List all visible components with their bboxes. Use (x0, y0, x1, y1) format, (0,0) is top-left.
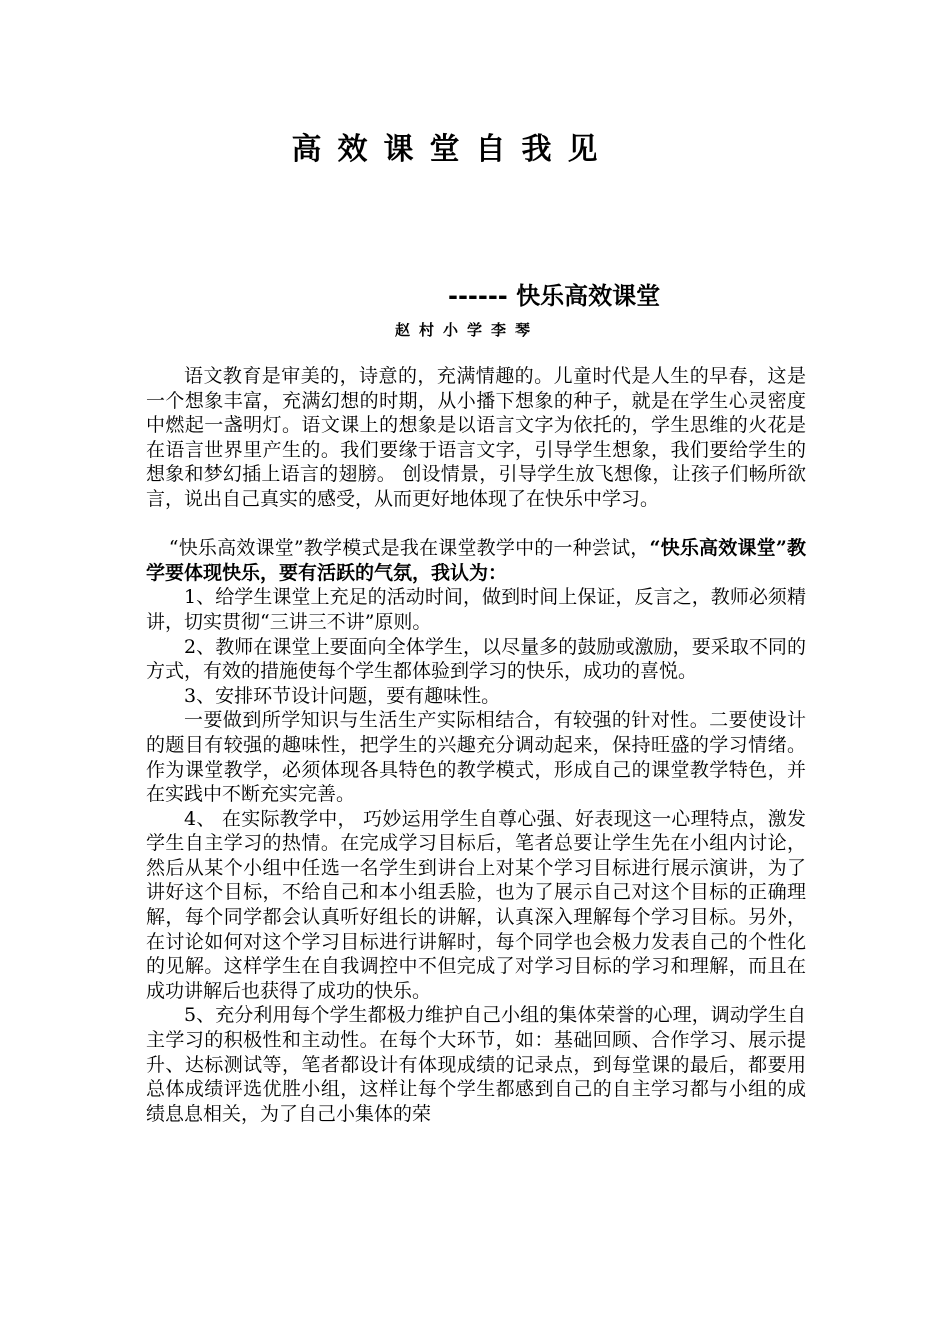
model-intro-bold-text: “快乐高效课堂”教学要体现快乐，要有活跃的气氛，我认为： (146, 537, 806, 584)
document-subtitle: ------ 快乐高效课堂 (448, 282, 661, 310)
point-3-paragraph: 3、安排环节设计问题，要有趣味性。 (184, 684, 501, 707)
paragraph-gap (146, 512, 806, 537)
author-line: 赵村小学李琴 (395, 321, 540, 339)
point-2-paragraph: 2、教师在课堂上要面向全体学生，以尽量多的鼓励或激励，要采取不同的方式，有效的措施使每个学生都体验到学习的快乐，成功的喜悦。 (146, 635, 806, 683)
intro-paragraph: 语文教育是审美的，诗意的，充满情趣的。儿童时代是人生的早春，这是一个想象丰富，充满幻想的时期，从小播下想象的种子，就是在学生心灵密度中燃起一盏明灯。语文课上的想象是以语言文字为依托的，学生思维的火花是在语言世界里产生的。我们要缘于语言文字，引导学生想象，我们要给学生的想象和梦幻插上语言的翅膀。 创设情景，引导学生放飞想像，让孩子们畅所欲言，说出自己真实的感受，从而更好地体现了在快乐中学习。 (146, 365, 806, 510)
document-body (146, 364, 806, 1126)
document-title: 高效课堂自我见 (291, 132, 614, 167)
point-3-detail-paragraph: 一要做到所学知识与生活生产实际相结合，有较强的针对性。二要使设计的题目有较强的趣味性，把学生的兴趣充分调动起来，保持旺盛的学习情绪。作为课堂教学，必须体现各具特色的教学模式，形成自己的课堂教学特色，并在实践中不断充实完善。 (146, 709, 806, 806)
point-5-paragraph: 5、充分利用每个学生都极力维护自己小组的集体荣誉的心理，调动学生自主学习的积极性和主动性。在每个大环节，如：基础回顾、合作学习、展示提升、达标测试等，笔者都设计有体现成绩的记录点，到每堂课的最后，都要用总体成绩评选优胜小组，这样让每个学生都感到自己的自主学习都与小组的成绩息息相关，为了自己小集体的荣 (146, 1004, 806, 1125)
model-paragraph (146, 536, 806, 585)
point-4-paragraph: 4、 在实际教学中， 巧妙运用学生自尊心强、好表现这一心理特点，激发学生自主学习的热情。在完成学习目标后，笔者总要让学生先在小组内讨论，然后从某个小组中任选一名学生到讲台上对某个学习目标进行展示演讲，为了讲好这个目标，不给自己和本小组丢脸，也为了展示自己对这个目标的正确理解，每个同学都会认真听好组长的讲解，认真深入理解每个学习目标。另外，在讨论如何对这个学习目标进行讲解时，每个同学也会极力发表自己的个性化的见解。这样学生在自我调控中不但完成了对学习目标的学习和理解，而且在成功讲解后也获得了成功的快乐。 (146, 807, 806, 1002)
point-1-paragraph: 1、给学生课堂上充足的活动时间，做到时间上保证，反言之，教师必须精讲，切实贯彻“三讲三不讲”原则。 (146, 586, 806, 633)
model-intro-text: “快乐高效课堂”教学模式是我在课堂教学中的一种尝试， (168, 537, 650, 560)
